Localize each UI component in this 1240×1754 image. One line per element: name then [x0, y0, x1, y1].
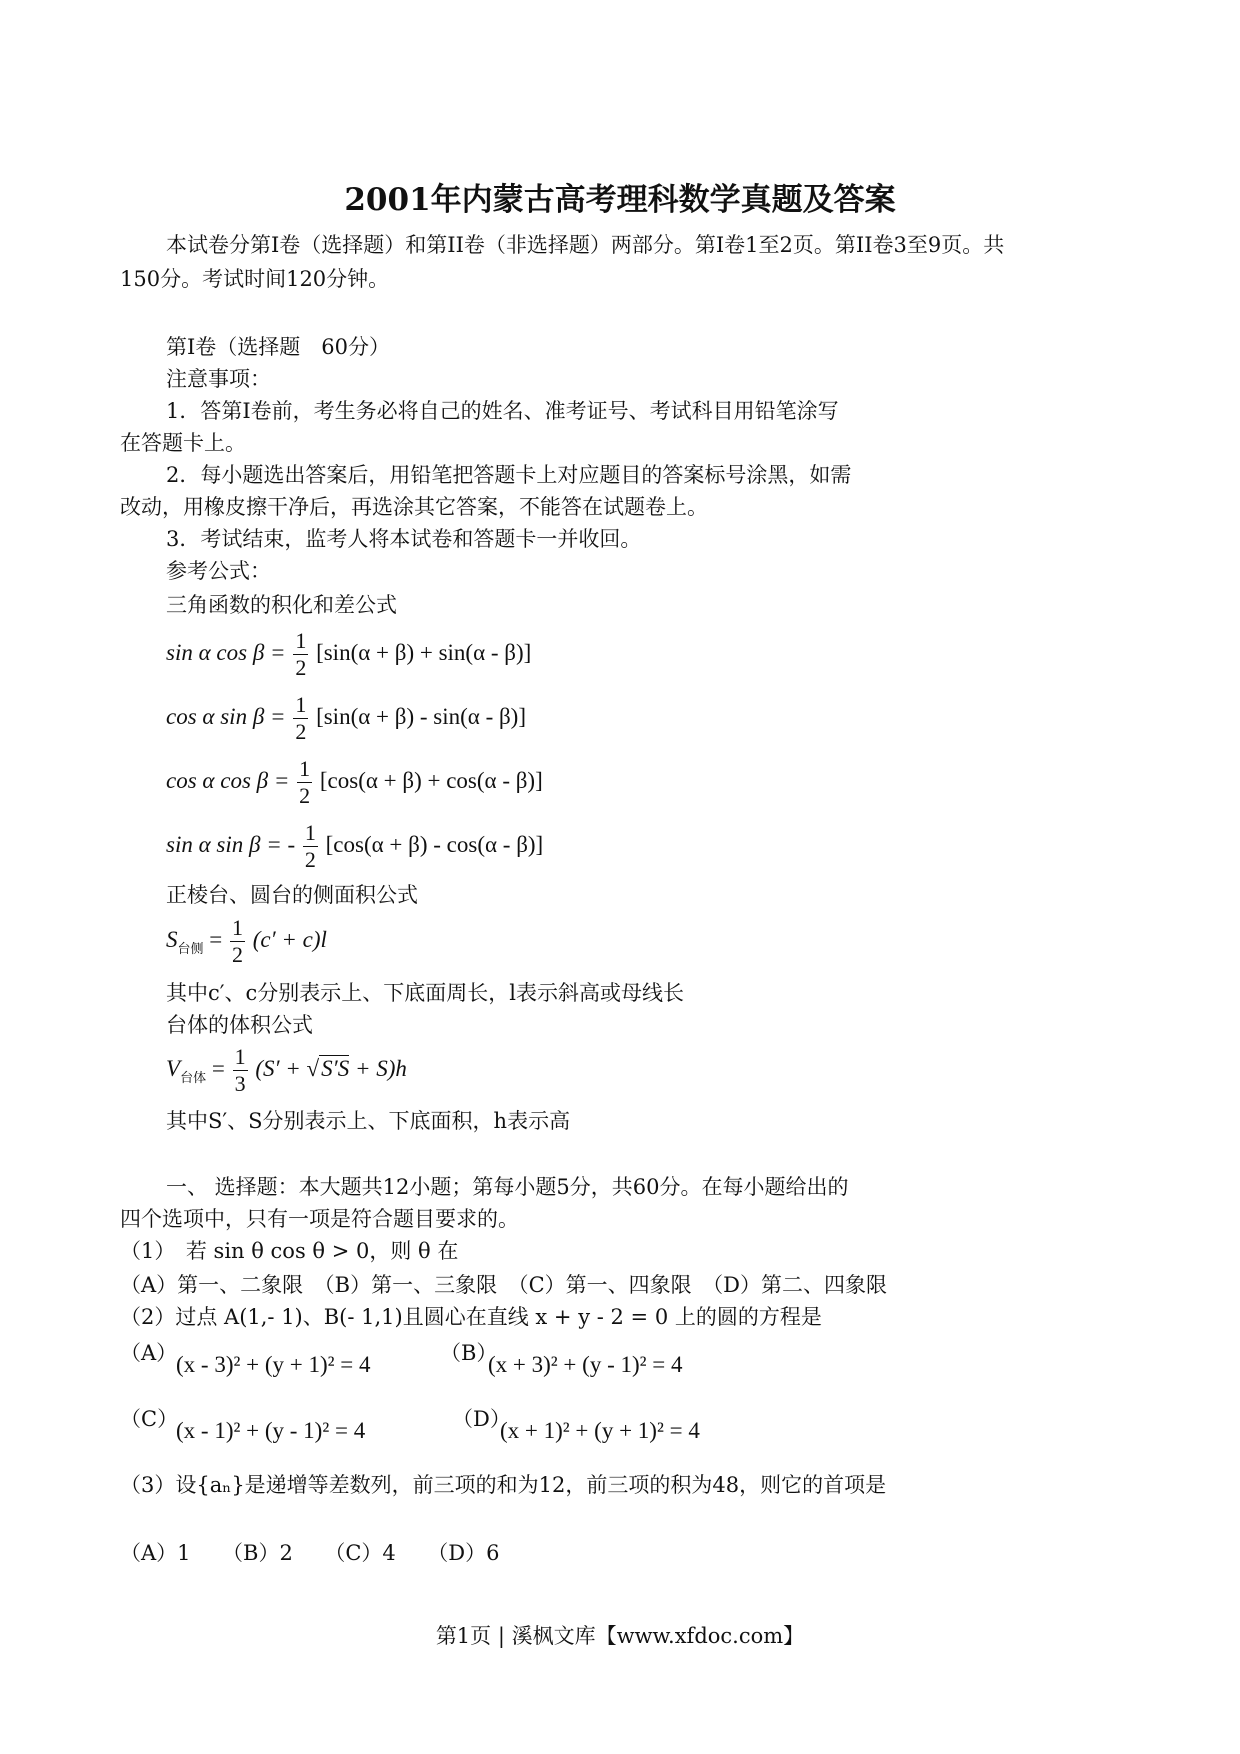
note-2a: 2．每小题选出答案后，用铅笔把答题卡上对应题目的答案标号涂黑，如需 [166, 463, 852, 487]
volume-title: 台体的体积公式 [166, 1013, 313, 1037]
q2-option-d: (x + 1)² + (y + 1)² = 4 [500, 1418, 700, 1443]
q2-option-a: (x - 3)² + (y + 1)² = 4 [176, 1352, 371, 1377]
third-fraction: $\frac{1}{3}$ [234, 1044, 246, 1096]
note-3: 3．考试结束，监考人将本试卷和答题卡一并收回。 [166, 527, 642, 551]
formula-3 [166, 756, 543, 809]
lateral-area-formula: $S_{台侧}$ = $\frac{1}{2}$ (c′ + c)l [166, 915, 327, 967]
half-fraction: $\frac{1}{2}$ [304, 820, 316, 872]
formula-2-rhs: [sin(α + β) - sin(α - β)] [316, 703, 526, 729]
q2-option-b: (x + 3)² + (y - 1)² = 4 [488, 1352, 683, 1377]
question-2: （2）过点 A(1,- 1)、B(- 1,1)且圆心在直线 x + y - 2 = 0 上的圆的方程是 [120, 1305, 822, 1329]
note-1a: 1．答第Ⅰ卷前，考生务必将自己的姓名、准考证号、考试科目用铅笔涂写 [166, 399, 839, 423]
choice-intro-a: 一、 选择题：本大题共12小题；第每小题5分，共60分。在每小题给出的 [166, 1175, 849, 1199]
half-fraction: $\frac{1}{2}$ [295, 628, 307, 680]
lateral-area-note: 其中c′、c分别表示上、下底面周长，l表示斜高或母线长 [166, 981, 685, 1005]
page-footer: 第1页 | 溪枫文库【www.xfdoc.com】 [435, 1624, 805, 1648]
note-2b: 改动，用橡皮擦干净后，再选涂其它答案，不能答在试题卷上。 [120, 495, 708, 519]
half-fraction: $\frac{1}{2}$ [295, 692, 307, 744]
question-1: （1） 若 sin θ cos θ > 0，则 θ 在 [120, 1239, 459, 1263]
trig-title: 三角函数的积化和差公式 [166, 593, 397, 617]
notes-title: 注意事项： [166, 367, 271, 391]
page-title: 2001年内蒙古高考理科数学真题及答案 [344, 182, 896, 218]
note-1b: 在答题卡上。 [120, 431, 246, 455]
sqrt-term: S′S [321, 1055, 350, 1081]
q2-option-b-label: （B） [440, 1341, 498, 1365]
formula-3-lhs: cos α cos β = [166, 767, 290, 793]
question-3-options: （A）1 （B）2 （C）4 （D）6 [120, 1541, 500, 1565]
section-header: 第Ⅰ卷（选择题 60分） [166, 335, 391, 359]
half-fraction: $\frac{1}{2}$ [299, 756, 311, 808]
q2-option-c: (x - 1)² + (y - 1)² = 4 [176, 1418, 366, 1443]
formula-3-rhs: [cos(α + β) + cos(α - β)] [319, 767, 543, 793]
reference-title: 参考公式： [166, 559, 271, 583]
q2-option-a-label: （A） [120, 1341, 178, 1365]
choice-intro-b: 四个选项中，只有一项是符合题目要求的。 [120, 1207, 519, 1231]
volume-note: 其中S′、S分别表示上、下底面积，h表示高 [166, 1109, 571, 1133]
formula-2-lhs: cos α sin β = [166, 703, 286, 729]
intro-line-2: 150分。考试时间120分钟。 [120, 267, 390, 291]
formula-4-lhs: sin α sin β = - [166, 831, 296, 857]
formula-1-rhs: [sin(α + β) + sin(α - β)] [316, 639, 532, 665]
formula-2 [166, 692, 526, 745]
q2-option-c-label: （C） [120, 1407, 179, 1431]
question-3: （3）设{aₙ}是递增等差数列，前三项的和为12，前三项的积为48，则它的首项是 [120, 1473, 887, 1497]
formula-1 [166, 628, 531, 681]
formula-4-rhs: [cos(α + β) - cos(α - β)] [325, 831, 544, 857]
volume-formula: $V_{台体}$ = $\frac{1}{3}$ (S′ + √S′S + S)h [166, 1044, 407, 1096]
intro-line-1: 本试卷分第Ⅰ卷（选择题）和第II卷（非选择题）两部分。第Ⅰ卷1至2页。第II卷3至9页。共 [166, 233, 1005, 257]
q2-option-d-label: （D） [452, 1407, 511, 1431]
question-1-options: （A）第一、二象限 （B）第一、三象限 （C）第一、四象限 （D）第二、四象限 [120, 1273, 887, 1297]
formula-1-lhs: sin α cos β = [166, 639, 286, 665]
formula-4 [166, 820, 543, 873]
lateral-area-title: 正棱台、圆台的侧面积公式 [166, 883, 418, 907]
half-fraction: $\frac{1}{2}$ [232, 915, 243, 967]
